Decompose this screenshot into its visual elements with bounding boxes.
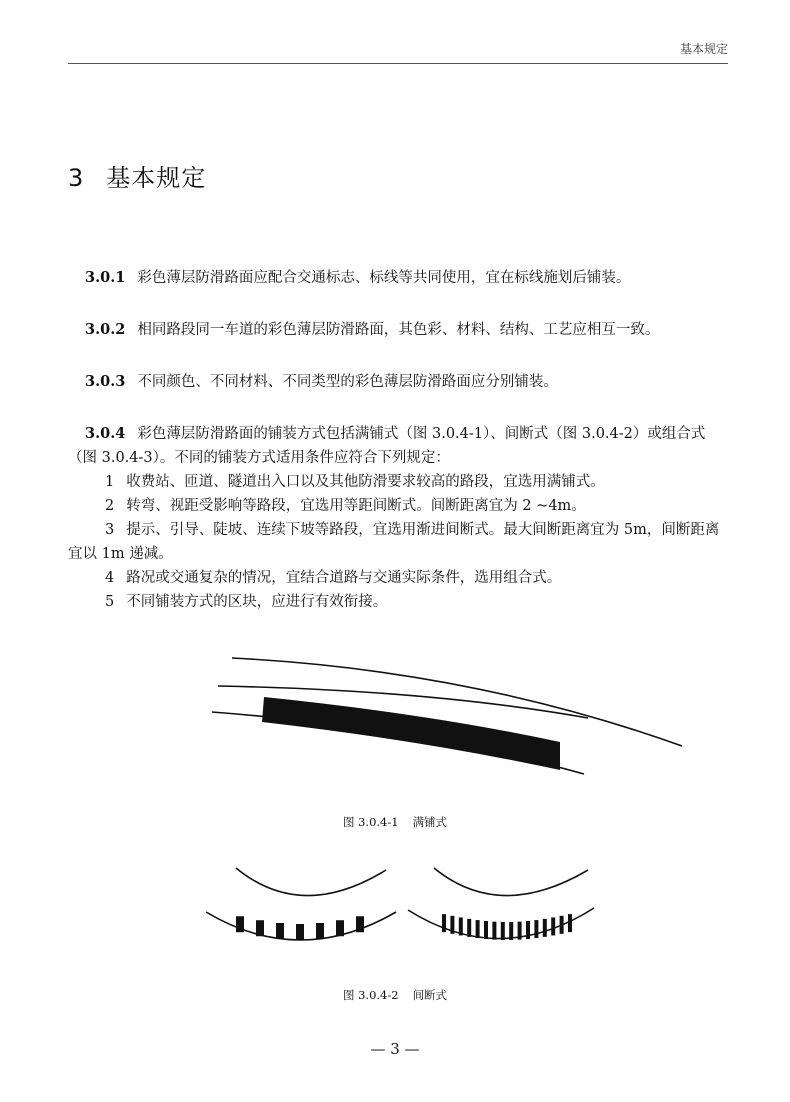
figure-label: 满铺式 xyxy=(412,815,448,829)
figure-number: 图 3.0.4-1 xyxy=(342,815,399,829)
pavement-stripe xyxy=(467,919,471,937)
pavement-stripe xyxy=(316,923,324,939)
item-number: 5 xyxy=(105,594,115,610)
equal-spacing-stripes xyxy=(236,916,364,940)
progressive-spacing-stripes xyxy=(442,914,572,940)
clause-3-0-2 xyxy=(68,318,730,342)
road-inner-edge xyxy=(434,868,588,896)
pavement-stripe xyxy=(501,922,505,940)
list-item xyxy=(68,470,730,494)
list-item xyxy=(68,590,730,614)
pavement-stripe xyxy=(276,923,284,939)
item-text: 转弯、视距受影响等路段，宜选用等距间断式。间断距离宜为 2 ~4m。 xyxy=(126,498,586,514)
pavement-stripe xyxy=(543,919,547,937)
pavement-stripe xyxy=(534,920,538,938)
pavement-stripe xyxy=(442,914,446,932)
pavement-stripe xyxy=(484,921,488,939)
list-item xyxy=(68,566,730,590)
colored-pavement-block xyxy=(262,697,560,770)
item-number: 4 xyxy=(105,570,115,586)
clause-number: 3.0.4 xyxy=(85,425,126,442)
item-text: 路况或交通复杂的情况，宜结合道路与交通实际条件，选用组合式。 xyxy=(126,570,562,586)
clause-3-0-1 xyxy=(68,266,730,290)
pavement-stripe xyxy=(256,920,264,936)
item-number: 2 xyxy=(105,498,115,514)
pavement-stripe xyxy=(459,917,463,935)
chapter-title xyxy=(68,158,206,193)
running-head: 基本规定 xyxy=(679,42,728,56)
figure-caption-1 xyxy=(0,814,790,830)
pavement-stripe xyxy=(518,922,522,940)
chapter-number: 3 xyxy=(68,164,85,192)
figure-number: 图 3.0.4-2 xyxy=(342,988,399,1002)
chapter-heading: 基本规定 xyxy=(106,164,207,192)
road-inner-edge xyxy=(236,868,386,896)
pavement-stripe xyxy=(476,920,480,938)
pavement-stripe xyxy=(568,914,572,932)
clause-text: 彩色薄层防滑路面应配合交通标志、标线等共同使用，宜在标线施划后铺装。 xyxy=(137,270,631,286)
item-text: 不同铺装方式的区块，应进行有效衔接。 xyxy=(126,594,388,610)
clause-text: 彩色薄层防滑路面的铺装方式包括满铺式（图 3.0.4-1）、间断式（图 3.0.4-2）或组合式（图 3.0.4-3）。不同的铺装方式适用条件应符合下列规定： xyxy=(68,426,706,466)
intermittent-figure xyxy=(0,860,790,950)
figure-label: 间断式 xyxy=(412,988,448,1002)
pavement-stripe xyxy=(356,916,364,932)
pavement-stripe xyxy=(492,922,496,940)
clause-text: 不同颜色、不同材料、不同类型的彩色薄层防滑路面应分别铺装。 xyxy=(137,374,558,390)
list-item xyxy=(68,518,730,566)
list-item xyxy=(68,494,730,518)
item-text: 提示、引导、陡坡、连续下坡等路段，宜选用渐进间断式。最大间断距离宜为 5m，间断距离宜以 1m 递减。 xyxy=(68,522,720,562)
clause-text: 相同路段同一车道的彩色薄层防滑路面，其色彩、材料、结构、工艺应相互一致。 xyxy=(137,322,660,338)
header-rule xyxy=(68,63,728,64)
clause-number: 3.0.1 xyxy=(85,269,126,286)
clause-3-0-4 xyxy=(68,422,730,614)
clause-3-0-3 xyxy=(68,370,730,394)
item-text: 收费站、匝道、隧道出入口以及其他防滑要求较高的路段，宜选用满铺式。 xyxy=(126,474,605,490)
clause-number: 3.0.2 xyxy=(85,321,126,338)
pavement-stripe xyxy=(560,916,564,934)
pavement-stripe xyxy=(336,920,344,936)
item-number: 1 xyxy=(105,474,115,490)
pavement-stripe xyxy=(526,921,530,939)
clause-number: 3.0.3 xyxy=(85,373,126,390)
item-number: 3 xyxy=(105,522,115,538)
pavement-stripe xyxy=(509,922,513,940)
figure-caption-2 xyxy=(0,987,790,1003)
pavement-stripe xyxy=(236,916,244,932)
full-coverage-figure xyxy=(0,650,790,780)
pavement-stripe xyxy=(296,924,304,940)
page-number: — 3 — xyxy=(370,1040,420,1058)
pavement-stripe xyxy=(551,917,555,935)
pavement-stripe xyxy=(450,916,454,934)
